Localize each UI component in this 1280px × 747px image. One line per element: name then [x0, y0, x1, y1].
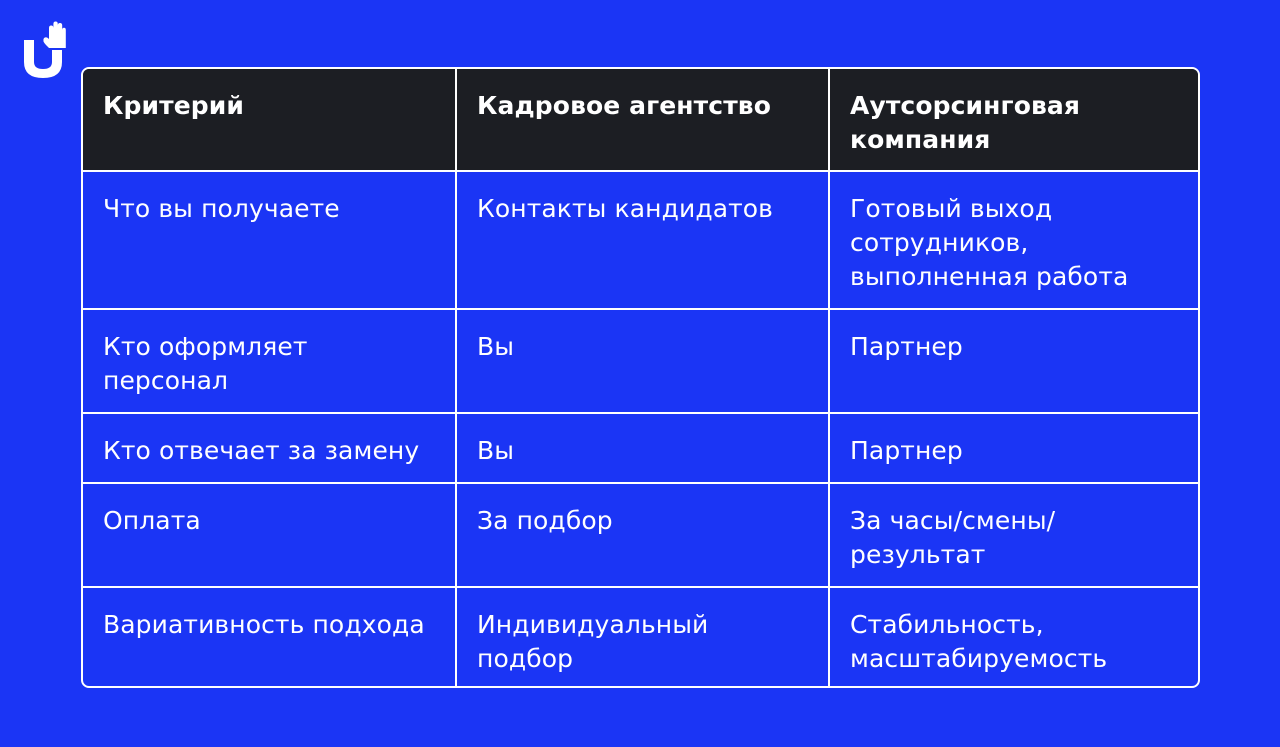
raised-hand-u-logo-icon [22, 18, 66, 80]
table-row [83, 171, 1198, 309]
header-criterion: Критерий [83, 69, 456, 171]
header-staffing-agency: Кадровое агентство [456, 69, 829, 171]
table-cell: Партнер [829, 413, 1198, 483]
table-row [83, 309, 1198, 413]
comparison-table [81, 67, 1200, 688]
header-outsourcing-company: Аутсорсинговая компания [829, 69, 1198, 171]
table-cell: За часы/смены/ результат [829, 483, 1198, 587]
table-cell: Вы [456, 413, 829, 483]
table-row [83, 587, 1198, 688]
table-cell: Что вы получаете [83, 171, 456, 309]
table-cell: За подбор [456, 483, 829, 587]
table-cell: Партнер [829, 309, 1198, 413]
table-row [83, 413, 1198, 483]
table-cell: Кто оформляет персонал [83, 309, 456, 413]
table-cell: Оплата [83, 483, 456, 587]
table-cell: Индивидуальный подбор [456, 587, 829, 688]
table-cell: Стабильность, масштабируемость [850, 610, 1108, 673]
table-cell: Готовый выход сотрудников, выполненная работа [829, 171, 1198, 309]
table-cell: Вариативность подхода [83, 587, 456, 688]
table-row [83, 483, 1198, 587]
table-cell: Кто отвечает за замену [83, 413, 456, 483]
table-header-row [83, 69, 1198, 171]
table-cell: Вы [456, 309, 829, 413]
table-cell: Контакты кандидатов [456, 171, 829, 309]
